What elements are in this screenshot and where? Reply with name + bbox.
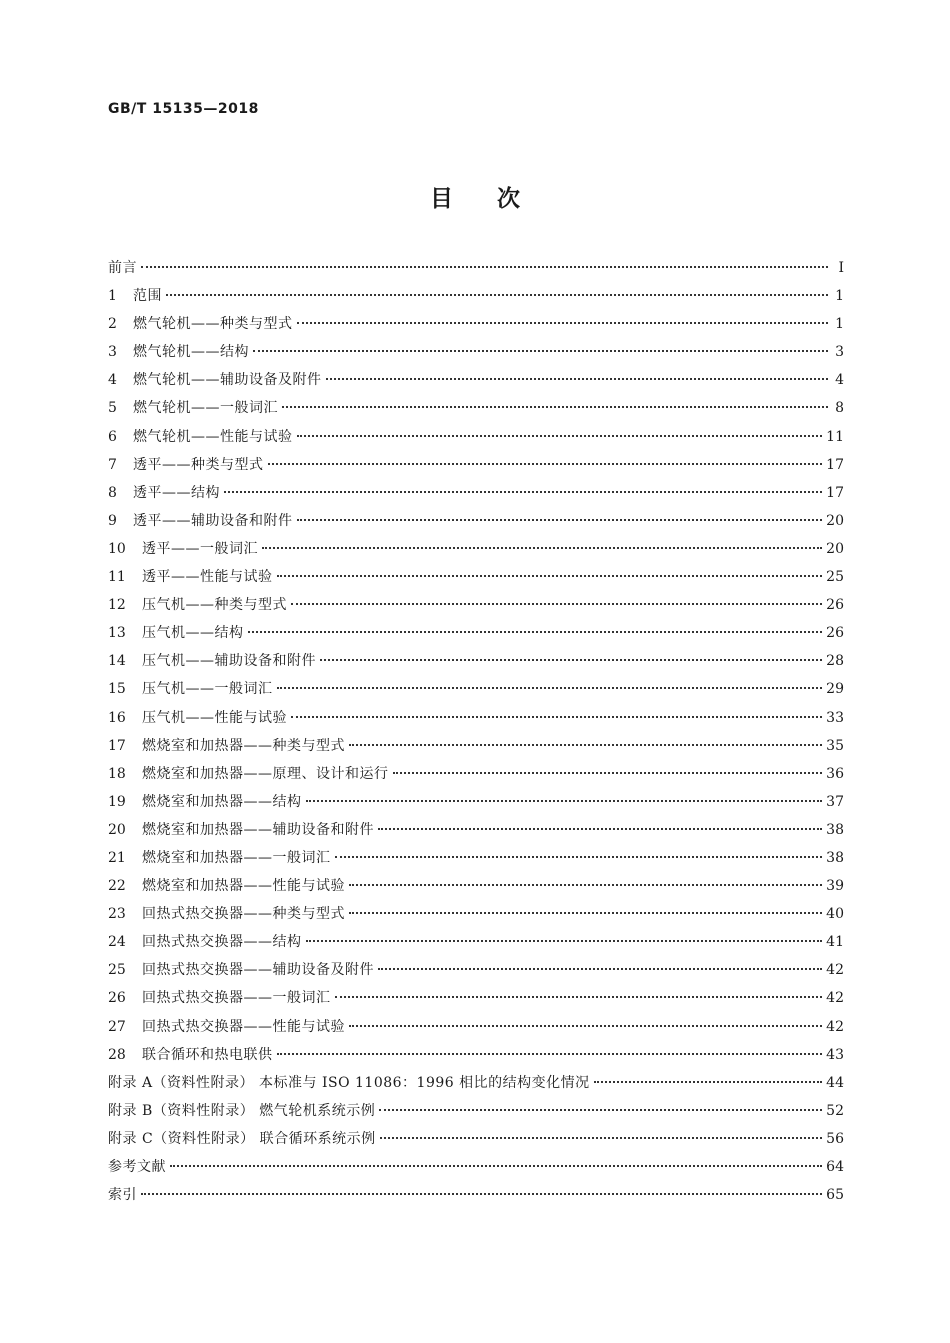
toc-entry[interactable]	[108, 847, 844, 875]
toc-entry-title: 燃气轮机——一般词汇	[133, 400, 278, 417]
toc-entry-number: 20	[108, 821, 126, 838]
toc-entry-page: 42	[826, 990, 844, 1007]
toc-entry-page: 42	[826, 1018, 844, 1035]
toc-entry-page: 36	[826, 765, 844, 782]
toc-entry-page: 20	[826, 512, 844, 529]
toc-dot-leader	[170, 1165, 822, 1167]
toc-entry-title: 燃气轮机——性能与试验	[133, 428, 293, 445]
toc-entry-title: 透平——种类与型式	[133, 456, 264, 473]
toc-entry[interactable]	[108, 369, 844, 397]
toc-dot-leader	[224, 491, 822, 493]
toc-entry-page: 64	[826, 1159, 844, 1175]
toc-entry-title: 燃烧室和加热器——结构	[142, 793, 302, 810]
toc-entry-number: 17	[108, 737, 126, 754]
toc-dot-leader	[291, 716, 822, 718]
toc-entry-title: 燃气轮机——结构	[133, 344, 249, 361]
toc-entry-page: 4	[835, 372, 844, 389]
toc-dot-leader	[141, 266, 828, 268]
toc-entry[interactable]	[108, 931, 844, 959]
toc-entry[interactable]	[108, 566, 844, 594]
toc-entry[interactable]	[108, 257, 844, 285]
toc-entry-number: 27	[108, 1018, 126, 1035]
toc-dot-leader	[349, 912, 822, 914]
toc-entry[interactable]	[108, 735, 844, 763]
toc-entry-page: 41	[826, 934, 844, 951]
toc-entry-number: 21	[108, 849, 126, 866]
toc-entry[interactable]	[108, 763, 844, 791]
toc-dot-leader	[393, 772, 823, 774]
toc-entry[interactable]	[108, 959, 844, 987]
toc-entry[interactable]	[108, 538, 844, 566]
toc-entry-title: 透平——结构	[133, 484, 220, 501]
toc-entry-number: 3	[108, 344, 117, 361]
toc-entry-page: Ⅰ	[838, 260, 844, 276]
toc-dot-leader	[262, 547, 822, 549]
toc-entry-title: 燃烧室和加热器——种类与型式	[142, 737, 345, 754]
toc-entry-title: 透平——辅助设备和附件	[133, 512, 293, 529]
toc-entry-title: 燃气轮机——种类与型式	[133, 316, 293, 333]
toc-entry-page: 37	[826, 793, 844, 810]
toc-entry-page: 65	[826, 1187, 844, 1204]
toc-entry-title: 燃烧室和加热器——性能与试验	[142, 878, 345, 895]
toc-entry-number: 10	[108, 540, 126, 557]
toc-entry-page: 25	[826, 569, 844, 586]
toc-dot-leader	[268, 463, 823, 465]
toc-entry-title: 回热式热交换器——一般词汇	[142, 990, 331, 1007]
toc-dot-leader	[349, 884, 822, 886]
toc-entry-page: 43	[826, 1046, 844, 1063]
toc-entry[interactable]	[108, 987, 844, 1015]
toc-entry[interactable]	[108, 1156, 844, 1184]
toc-dot-leader	[297, 519, 823, 521]
toc-entry-number: 28	[108, 1046, 126, 1063]
toc-entry-page: 44	[826, 1074, 844, 1091]
toc-entry-number: 11	[108, 569, 126, 586]
toc-dot-leader	[297, 322, 829, 324]
toc-entry-title: 索引	[108, 1187, 137, 1204]
toc-entry-title: 燃烧室和加热器——原理、设计和运行	[142, 765, 389, 782]
toc-entry-number: 2	[108, 316, 117, 333]
toc-entry-page: 26	[826, 625, 844, 642]
toc-entry-page: 28	[826, 653, 844, 670]
toc-entry-title: 压气机——种类与型式	[142, 597, 287, 614]
toc-entry[interactable]	[108, 594, 844, 622]
toc-entry[interactable]	[108, 454, 844, 482]
toc-entry[interactable]	[108, 1184, 844, 1212]
table-of-contents	[108, 257, 844, 1212]
toc-entry-page: 29	[826, 681, 844, 698]
toc-entry-number: 13	[108, 625, 126, 642]
toc-entry[interactable]	[108, 707, 844, 735]
toc-entry-page: 33	[826, 709, 844, 726]
toc-entry-title: 范围	[133, 288, 162, 305]
toc-entry-title: 压气机——一般词汇	[142, 681, 273, 698]
toc-entry-title: 附录 B（资料性附录） 燃气轮机系统示例	[108, 1102, 376, 1119]
toc-entry-title: 压气机——性能与试验	[142, 709, 287, 726]
toc-dot-leader	[349, 1025, 822, 1027]
toc-entry-number: 22	[108, 878, 126, 895]
toc-dot-leader	[277, 575, 823, 577]
toc-entry-title: 燃烧室和加热器——一般词汇	[142, 849, 331, 866]
toc-dot-leader	[282, 406, 828, 408]
toc-entry-title: 压气机——辅助设备和附件	[142, 653, 316, 670]
toc-entry-number: 9	[108, 512, 117, 529]
toc-entry-number: 26	[108, 990, 126, 1007]
toc-dot-leader	[335, 996, 823, 998]
toc-entry-page: 39	[826, 878, 844, 895]
toc-entry-page: 3	[835, 344, 844, 361]
toc-entry-number: 8	[108, 484, 117, 501]
toc-entry-page: 17	[826, 484, 844, 501]
toc-dot-leader	[379, 1109, 822, 1111]
toc-entry[interactable]	[108, 1044, 844, 1072]
toc-entry-page: 38	[826, 849, 844, 866]
toc-entry[interactable]	[108, 1016, 844, 1044]
toc-entry[interactable]	[108, 1128, 844, 1156]
toc-entry-title: 联合循环和热电联供	[142, 1046, 273, 1063]
toc-entry-title: 回热式热交换器——性能与试验	[142, 1018, 345, 1035]
toc-entry-title: 回热式热交换器——结构	[142, 934, 302, 951]
toc-entry-title: 回热式热交换器——种类与型式	[142, 906, 345, 923]
toc-entry-number: 1	[108, 288, 117, 305]
toc-entry-number: 5	[108, 400, 117, 417]
toc-entry-page: 11	[826, 428, 844, 445]
toc-dot-leader	[277, 1053, 823, 1055]
toc-entry[interactable]	[108, 482, 844, 510]
toc-entry[interactable]	[108, 819, 844, 847]
toc-entry-number: 24	[108, 934, 126, 951]
toc-entry-page: 1	[835, 316, 844, 333]
toc-entry-title: 燃气轮机——辅助设备及附件	[133, 372, 322, 389]
toc-entry-page: 42	[826, 962, 844, 979]
toc-dot-leader	[277, 687, 823, 689]
toc-entry[interactable]	[108, 510, 844, 538]
toc-entry-number: 15	[108, 681, 126, 698]
toc-entry-page: 1	[835, 288, 844, 305]
toc-dot-leader	[349, 744, 822, 746]
toc-entry[interactable]	[108, 1100, 844, 1128]
toc-entry[interactable]	[108, 622, 844, 650]
toc-dot-leader	[335, 856, 823, 858]
toc-entry-page: 56	[826, 1130, 844, 1147]
toc-dot-leader	[253, 350, 828, 352]
toc-dot-leader	[248, 631, 823, 633]
toc-entry-title: 前言	[108, 260, 137, 276]
toc-entry-number: 18	[108, 765, 126, 782]
toc-entry-page: 17	[826, 456, 844, 473]
toc-dot-leader	[297, 435, 823, 437]
toc-entry[interactable]	[108, 903, 844, 931]
toc-dot-leader	[166, 294, 828, 296]
toc-dot-leader	[378, 828, 822, 830]
toc-entry-number: 7	[108, 456, 117, 473]
toc-dot-leader	[306, 800, 823, 802]
toc-dot-leader	[306, 940, 823, 942]
toc-entry-title: 参考文献	[108, 1159, 166, 1175]
toc-entry[interactable]	[108, 313, 844, 341]
toc-entry-page: 40	[826, 906, 844, 923]
toc-entry[interactable]	[108, 426, 844, 454]
toc-dot-leader	[141, 1193, 822, 1195]
toc-dot-leader	[378, 968, 822, 970]
toc-entry-number: 23	[108, 906, 126, 923]
toc-dot-leader	[291, 603, 822, 605]
toc-entry-page: 52	[826, 1102, 844, 1119]
toc-entry-number: 12	[108, 597, 126, 614]
toc-entry-page: 35	[826, 737, 844, 754]
toc-entry-page: 38	[826, 821, 844, 838]
toc-entry[interactable]	[108, 341, 844, 369]
toc-entry[interactable]	[108, 791, 844, 819]
toc-entry-number: 16	[108, 709, 126, 726]
toc-entry-number: 6	[108, 428, 117, 445]
page-title: 目次	[430, 186, 564, 212]
toc-entry[interactable]	[108, 285, 844, 313]
toc-entry-title: 附录 C（资料性附录） 联合循环系统示例	[108, 1130, 376, 1147]
toc-entry[interactable]	[108, 397, 844, 425]
toc-entry-number: 19	[108, 793, 126, 810]
toc-entry[interactable]	[108, 875, 844, 903]
toc-entry-number: 25	[108, 962, 126, 979]
toc-entry[interactable]	[108, 1072, 844, 1100]
toc-entry-title: 透平——性能与试验	[142, 569, 273, 586]
toc-entry-title: 透平——一般词汇	[142, 540, 258, 557]
toc-dot-leader	[380, 1137, 823, 1139]
toc-dot-leader	[326, 378, 829, 380]
document-code: GB/T 15135—2018	[108, 101, 259, 117]
toc-entry-title: 回热式热交换器——辅助设备及附件	[142, 962, 374, 979]
toc-entry-number: 14	[108, 653, 126, 670]
toc-entry[interactable]	[108, 650, 844, 678]
toc-entry-page: 8	[835, 400, 844, 417]
toc-entry-page: 20	[826, 540, 844, 557]
toc-entry[interactable]	[108, 678, 844, 706]
toc-entry-title: 压气机——结构	[142, 625, 244, 642]
toc-dot-leader	[594, 1081, 823, 1083]
toc-entry-title: 燃烧室和加热器——辅助设备和附件	[142, 821, 374, 838]
toc-entry-page: 26	[826, 597, 844, 614]
toc-entry-number: 4	[108, 372, 117, 389]
toc-entry-title: 附录 A（资料性附录） 本标准与 ISO 11086：1996 相比的结构变化情况	[108, 1074, 590, 1091]
toc-dot-leader	[320, 659, 822, 661]
